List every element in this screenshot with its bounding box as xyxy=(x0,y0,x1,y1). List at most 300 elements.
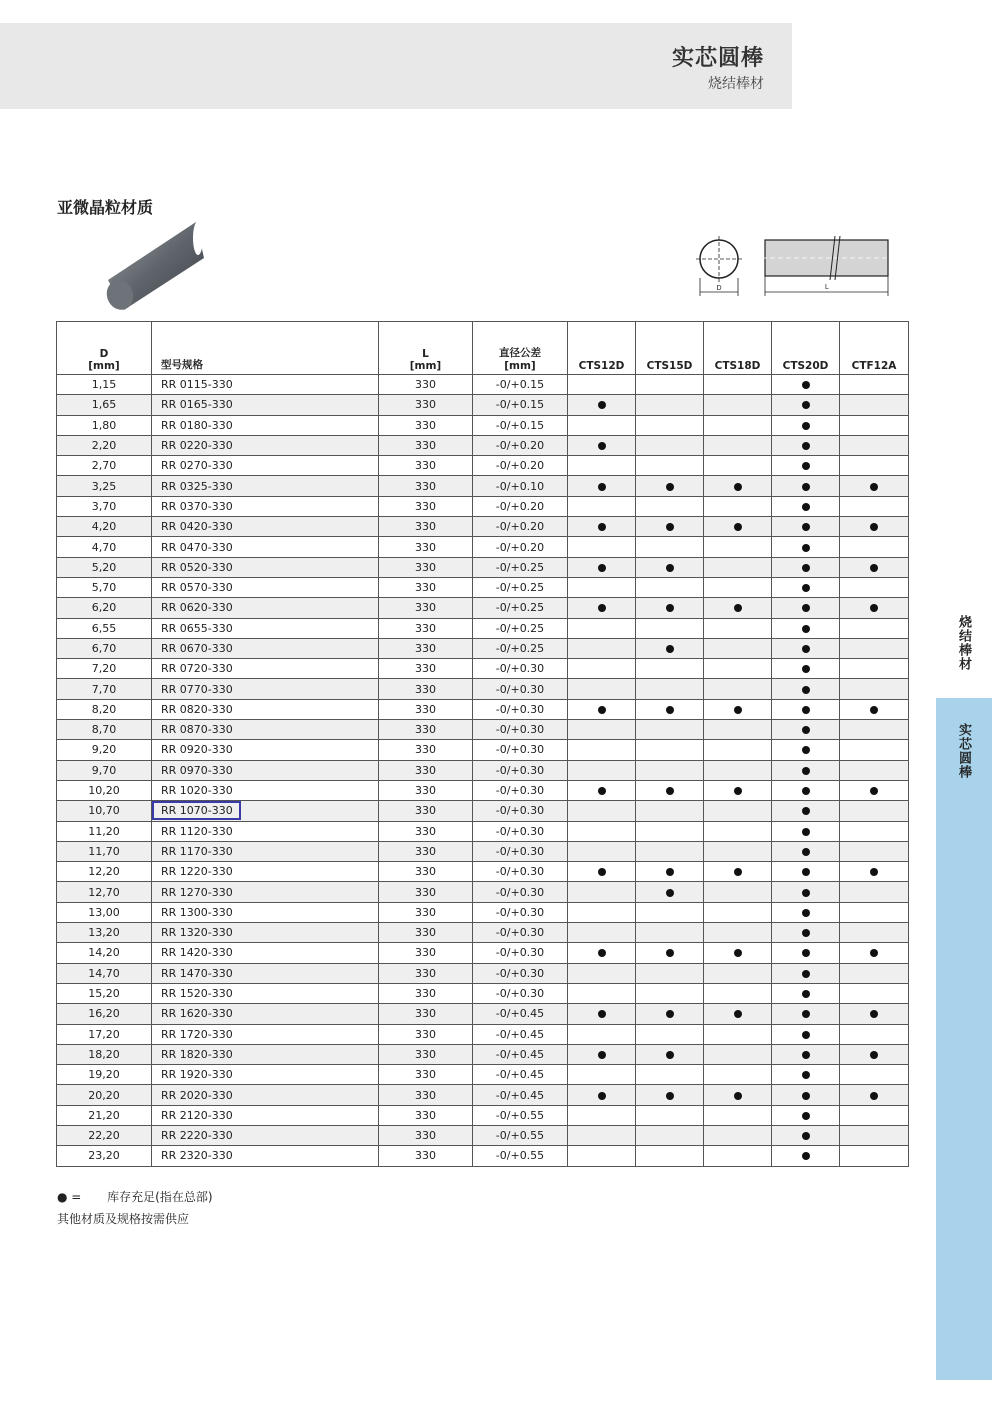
in-stock-dot-icon xyxy=(870,564,878,572)
cell-grade xyxy=(772,983,840,1003)
cell-tolerance: -0/+0.30 xyxy=(473,902,568,922)
cell-grade xyxy=(840,882,909,902)
cell-model: RR 1300-330 xyxy=(152,902,379,922)
cell-grade xyxy=(568,902,636,922)
cell-grade xyxy=(772,1065,840,1085)
table-row xyxy=(57,659,909,679)
cell-grade xyxy=(772,1004,840,1024)
cell-tolerance: -0/+0.30 xyxy=(473,801,568,821)
cell-grade xyxy=(704,963,772,983)
cell-tolerance: -0/+0.55 xyxy=(473,1105,568,1125)
in-stock-dot-icon xyxy=(802,686,810,694)
cell-grade xyxy=(636,943,704,963)
cell-tolerance: -0/+0.30 xyxy=(473,882,568,902)
cell-grade xyxy=(704,415,772,435)
cell-grade xyxy=(840,801,909,821)
in-stock-dot-icon xyxy=(598,1051,606,1059)
cell-length: 330 xyxy=(379,517,473,537)
table-row xyxy=(57,963,909,983)
table-row xyxy=(57,375,909,395)
cell-model: RR 0370-330 xyxy=(152,496,379,516)
in-stock-dot-icon xyxy=(802,807,810,815)
cell-grade xyxy=(772,862,840,882)
cell-grade xyxy=(568,699,636,719)
cell-grade xyxy=(840,720,909,740)
cell-grade xyxy=(704,983,772,1003)
highlighted-model[interactable]: RR 1070-330 xyxy=(152,801,241,820)
in-stock-dot-icon xyxy=(598,787,606,795)
cell-length: 330 xyxy=(379,638,473,658)
in-stock-dot-icon xyxy=(802,564,810,572)
side-tab-solid-rods[interactable] xyxy=(936,698,992,1380)
cell-grade xyxy=(772,923,840,943)
side-tab-lower-label: 实芯圆棒 xyxy=(956,723,971,779)
cell-grade xyxy=(568,923,636,943)
cell-tolerance: -0/+0.25 xyxy=(473,557,568,577)
in-stock-dot-icon xyxy=(802,1152,810,1160)
cell-grade xyxy=(568,638,636,658)
cell-model: RR 2220-330 xyxy=(152,1125,379,1145)
cell-diameter: 2,70 xyxy=(57,456,152,476)
cell-diameter: 15,20 xyxy=(57,983,152,1003)
cell-grade xyxy=(568,760,636,780)
in-stock-dot-icon xyxy=(802,767,810,775)
cell-grade xyxy=(636,496,704,516)
cell-length: 330 xyxy=(379,415,473,435)
in-stock-dot-icon xyxy=(870,868,878,876)
cell-grade xyxy=(636,821,704,841)
cell-length: 330 xyxy=(379,1146,473,1166)
cell-diameter: 18,20 xyxy=(57,1044,152,1064)
cell-grade xyxy=(840,943,909,963)
in-stock-dot-icon xyxy=(734,523,742,531)
cell-diameter: 22,20 xyxy=(57,1125,152,1145)
cell-tolerance: -0/+0.10 xyxy=(473,476,568,496)
cell-grade xyxy=(568,1105,636,1125)
cell-grade xyxy=(772,699,840,719)
cell-grade xyxy=(568,1125,636,1145)
in-stock-dot-icon xyxy=(802,625,810,633)
in-stock-dot-icon xyxy=(802,787,810,795)
in-stock-dot-icon xyxy=(870,523,878,531)
in-stock-dot-icon xyxy=(802,909,810,917)
cell-diameter: 6,55 xyxy=(57,618,152,638)
cell-diameter: 11,70 xyxy=(57,841,152,861)
cell-grade xyxy=(704,720,772,740)
in-stock-dot-icon xyxy=(598,483,606,491)
cell-tolerance: -0/+0.30 xyxy=(473,923,568,943)
cell-grade xyxy=(568,618,636,638)
cell-length: 330 xyxy=(379,963,473,983)
cell-tolerance: -0/+0.30 xyxy=(473,821,568,841)
cell-grade xyxy=(636,1024,704,1044)
cell-grade xyxy=(772,963,840,983)
cell-model: RR 1520-330 xyxy=(152,983,379,1003)
table-row xyxy=(57,1024,909,1044)
cell-grade xyxy=(772,375,840,395)
in-stock-dot-icon xyxy=(734,706,742,714)
cell-model: RR 0820-330 xyxy=(152,699,379,719)
cell-grade xyxy=(636,375,704,395)
in-stock-dot-icon xyxy=(802,1071,810,1079)
cell-grade xyxy=(772,557,840,577)
cell-grade xyxy=(636,1065,704,1085)
cell-diameter: 12,20 xyxy=(57,862,152,882)
cell-diameter: 6,70 xyxy=(57,638,152,658)
cell-grade xyxy=(840,1024,909,1044)
table-row xyxy=(57,801,909,821)
in-stock-dot-icon xyxy=(598,706,606,714)
cell-grade xyxy=(568,720,636,740)
cell-diameter: 6,20 xyxy=(57,598,152,618)
cell-tolerance: -0/+0.55 xyxy=(473,1146,568,1166)
cell-tolerance: -0/+0.20 xyxy=(473,496,568,516)
cell-tolerance: -0/+0.30 xyxy=(473,943,568,963)
page-title: 实芯圆棒 xyxy=(671,46,764,71)
in-stock-dot-icon xyxy=(870,1092,878,1100)
in-stock-dot-icon xyxy=(802,990,810,998)
cell-length: 330 xyxy=(379,1044,473,1064)
cell-grade xyxy=(704,1085,772,1105)
cell-diameter: 10,20 xyxy=(57,780,152,800)
table-row xyxy=(57,780,909,800)
in-stock-dot-icon xyxy=(802,503,810,511)
cell-grade xyxy=(704,740,772,760)
in-stock-dot-icon xyxy=(666,1092,674,1100)
in-stock-dot-icon xyxy=(802,523,810,531)
cell-length: 330 xyxy=(379,1024,473,1044)
cell-grade xyxy=(704,943,772,963)
cell-grade xyxy=(704,435,772,455)
cell-grade xyxy=(704,1065,772,1085)
cell-grade xyxy=(772,1044,840,1064)
cell-grade xyxy=(568,598,636,618)
cell-tolerance: -0/+0.15 xyxy=(473,395,568,415)
col-header-l: L [mm] xyxy=(379,322,473,375)
in-stock-dot-icon xyxy=(802,848,810,856)
cell-grade xyxy=(840,821,909,841)
cell-grade xyxy=(840,618,909,638)
cell-grade xyxy=(568,882,636,902)
cell-model: RR 0520-330 xyxy=(152,557,379,577)
cell-grade xyxy=(636,476,704,496)
cell-diameter: 21,20 xyxy=(57,1105,152,1125)
cell-grade xyxy=(704,598,772,618)
table-row xyxy=(57,740,909,760)
cell-tolerance: -0/+0.30 xyxy=(473,780,568,800)
cell-grade xyxy=(636,1044,704,1064)
cell-grade xyxy=(568,801,636,821)
col-header-model: 型号规格 xyxy=(152,322,379,375)
in-stock-dot-icon xyxy=(802,604,810,612)
legend-symbol: ● = xyxy=(57,1190,82,1204)
cell-grade xyxy=(636,902,704,922)
cell-grade xyxy=(704,679,772,699)
in-stock-dot-icon xyxy=(802,462,810,470)
legend-text: 库存充足(指在总部) xyxy=(107,1190,213,1204)
cell-grade xyxy=(568,1004,636,1024)
cell-model: RR 0325-330 xyxy=(152,476,379,496)
in-stock-dot-icon xyxy=(802,422,810,430)
in-stock-dot-icon xyxy=(666,868,674,876)
cell-grade xyxy=(840,638,909,658)
in-stock-dot-icon xyxy=(598,401,606,409)
cell-model: RR 0165-330 xyxy=(152,395,379,415)
cell-diameter: 19,20 xyxy=(57,1065,152,1085)
cell-grade xyxy=(840,517,909,537)
table-row xyxy=(57,1146,909,1166)
cell-length: 330 xyxy=(379,456,473,476)
legend-note: 其他材质及规格按需供应 xyxy=(57,1212,190,1226)
cell-grade xyxy=(840,1146,909,1166)
cell-tolerance: -0/+0.30 xyxy=(473,841,568,861)
cell-model: RR 0420-330 xyxy=(152,517,379,537)
cell-grade xyxy=(704,862,772,882)
section-title: 亚微晶粒材质 xyxy=(57,198,154,217)
cell-grade xyxy=(772,456,840,476)
cell-tolerance: -0/+0.30 xyxy=(473,983,568,1003)
cell-tolerance: -0/+0.45 xyxy=(473,1004,568,1024)
in-stock-dot-icon xyxy=(666,483,674,491)
cell-grade xyxy=(704,923,772,943)
in-stock-dot-icon xyxy=(734,1092,742,1100)
cell-grade xyxy=(704,557,772,577)
table-row xyxy=(57,1044,909,1064)
table-row xyxy=(57,517,909,537)
cell-grade xyxy=(636,638,704,658)
in-stock-dot-icon xyxy=(734,1010,742,1018)
in-stock-dot-icon xyxy=(802,1010,810,1018)
cell-grade xyxy=(636,841,704,861)
in-stock-dot-icon xyxy=(666,787,674,795)
cell-grade xyxy=(840,476,909,496)
cell-length: 330 xyxy=(379,801,473,821)
in-stock-dot-icon xyxy=(598,1010,606,1018)
cell-diameter: 7,70 xyxy=(57,679,152,699)
cell-tolerance: -0/+0.30 xyxy=(473,659,568,679)
cell-grade xyxy=(840,375,909,395)
cell-grade xyxy=(704,375,772,395)
cell-grade xyxy=(840,740,909,760)
cell-grade xyxy=(636,557,704,577)
cell-grade xyxy=(772,882,840,902)
cell-model: RR 1820-330 xyxy=(152,1044,379,1064)
header-band xyxy=(0,23,792,109)
cell-grade xyxy=(840,983,909,1003)
cell-model: RR 1720-330 xyxy=(152,1024,379,1044)
cell-grade xyxy=(772,1146,840,1166)
cell-grade xyxy=(704,659,772,679)
table-row xyxy=(57,1085,909,1105)
cell-grade xyxy=(636,699,704,719)
table-row xyxy=(57,435,909,455)
cell-tolerance: -0/+0.30 xyxy=(473,760,568,780)
in-stock-dot-icon xyxy=(802,970,810,978)
cell-model: RR 0620-330 xyxy=(152,598,379,618)
cell-length: 330 xyxy=(379,395,473,415)
cell-grade xyxy=(772,496,840,516)
table-row xyxy=(57,456,909,476)
cell-grade xyxy=(840,1004,909,1024)
cell-tolerance: -0/+0.25 xyxy=(473,618,568,638)
col-header-ctf12a: CTF12A xyxy=(840,322,909,375)
cell-tolerance: -0/+0.30 xyxy=(473,862,568,882)
cell-grade xyxy=(636,983,704,1003)
cell-grade xyxy=(840,1125,909,1145)
cell-length: 330 xyxy=(379,841,473,861)
table-row xyxy=(57,496,909,516)
cell-grade xyxy=(840,760,909,780)
cell-grade xyxy=(840,699,909,719)
cell-grade xyxy=(704,760,772,780)
cell-grade xyxy=(840,679,909,699)
in-stock-dot-icon xyxy=(870,604,878,612)
cell-model xyxy=(152,801,379,821)
cell-length: 330 xyxy=(379,618,473,638)
cell-grade xyxy=(636,456,704,476)
table-row xyxy=(57,537,909,557)
cell-model: RR 1220-330 xyxy=(152,862,379,882)
in-stock-dot-icon xyxy=(802,442,810,450)
cell-length: 330 xyxy=(379,375,473,395)
cell-grade xyxy=(840,963,909,983)
cell-grade xyxy=(772,801,840,821)
table-row xyxy=(57,1125,909,1145)
cell-grade xyxy=(704,1105,772,1125)
in-stock-dot-icon xyxy=(734,787,742,795)
in-stock-dot-icon xyxy=(802,929,810,937)
cell-grade xyxy=(704,1044,772,1064)
cell-model: RR 1120-330 xyxy=(152,821,379,841)
cell-diameter: 1,65 xyxy=(57,395,152,415)
cell-grade xyxy=(704,577,772,597)
cell-grade xyxy=(568,1024,636,1044)
table-row xyxy=(57,821,909,841)
cell-grade xyxy=(840,395,909,415)
cell-grade xyxy=(840,415,909,435)
cell-grade xyxy=(636,720,704,740)
in-stock-dot-icon xyxy=(802,665,810,673)
in-stock-dot-icon xyxy=(666,604,674,612)
table-row xyxy=(57,618,909,638)
in-stock-dot-icon xyxy=(802,1092,810,1100)
cell-diameter: 1,80 xyxy=(57,415,152,435)
cell-grade xyxy=(840,537,909,557)
cell-diameter: 23,20 xyxy=(57,1146,152,1166)
cell-diameter: 8,20 xyxy=(57,699,152,719)
cell-diameter: 1,15 xyxy=(57,375,152,395)
cell-grade xyxy=(840,780,909,800)
cell-model: RR 0870-330 xyxy=(152,720,379,740)
cell-model: RR 0570-330 xyxy=(152,577,379,597)
side-tab-sintered-rods[interactable] xyxy=(936,560,992,698)
cell-grade xyxy=(636,1004,704,1024)
in-stock-dot-icon xyxy=(802,828,810,836)
cell-grade xyxy=(704,456,772,476)
cell-model: RR 1620-330 xyxy=(152,1004,379,1024)
cell-grade xyxy=(568,862,636,882)
cell-tolerance: -0/+0.20 xyxy=(473,435,568,455)
table-row xyxy=(57,699,909,719)
cell-grade xyxy=(772,638,840,658)
cell-diameter: 3,25 xyxy=(57,476,152,496)
cell-grade xyxy=(568,1085,636,1105)
cell-tolerance: -0/+0.30 xyxy=(473,740,568,760)
cell-length: 330 xyxy=(379,923,473,943)
in-stock-dot-icon xyxy=(870,1010,878,1018)
in-stock-dot-icon xyxy=(802,544,810,552)
in-stock-dot-icon xyxy=(802,645,810,653)
cell-grade xyxy=(704,902,772,922)
cell-tolerance: -0/+0.30 xyxy=(473,699,568,719)
legend-stock xyxy=(57,1188,213,1205)
cell-length: 330 xyxy=(379,476,473,496)
cell-grade xyxy=(636,659,704,679)
cell-grade xyxy=(840,1044,909,1064)
cell-grade xyxy=(636,537,704,557)
cell-model: RR 1320-330 xyxy=(152,923,379,943)
cell-grade xyxy=(840,1065,909,1085)
cell-grade xyxy=(772,659,840,679)
cell-diameter: 10,70 xyxy=(57,801,152,821)
cell-length: 330 xyxy=(379,598,473,618)
cell-model: RR 1470-330 xyxy=(152,963,379,983)
cell-tolerance: -0/+0.15 xyxy=(473,375,568,395)
in-stock-dot-icon xyxy=(666,889,674,897)
cell-grade xyxy=(840,659,909,679)
cell-grade xyxy=(840,841,909,861)
cell-length: 330 xyxy=(379,659,473,679)
in-stock-dot-icon xyxy=(598,1092,606,1100)
table-row xyxy=(57,638,909,658)
cell-grade xyxy=(772,902,840,922)
cell-grade xyxy=(840,598,909,618)
cell-model: RR 0920-330 xyxy=(152,740,379,760)
in-stock-dot-icon xyxy=(802,868,810,876)
cell-grade xyxy=(636,598,704,618)
cell-tolerance: -0/+0.25 xyxy=(473,598,568,618)
in-stock-dot-icon xyxy=(870,787,878,795)
cell-grade xyxy=(636,862,704,882)
cell-model: RR 0970-330 xyxy=(152,760,379,780)
cell-grade xyxy=(568,780,636,800)
cell-grade xyxy=(704,496,772,516)
cell-diameter: 2,20 xyxy=(57,435,152,455)
cell-model: RR 1420-330 xyxy=(152,943,379,963)
cell-grade xyxy=(636,1125,704,1145)
in-stock-dot-icon xyxy=(734,483,742,491)
in-stock-dot-icon xyxy=(734,949,742,957)
cell-length: 330 xyxy=(379,943,473,963)
cell-grade xyxy=(568,963,636,983)
in-stock-dot-icon xyxy=(734,604,742,612)
cell-tolerance: -0/+0.30 xyxy=(473,720,568,740)
cell-grade xyxy=(568,740,636,760)
in-stock-dot-icon xyxy=(666,1010,674,1018)
cell-length: 330 xyxy=(379,882,473,902)
cell-grade xyxy=(840,1085,909,1105)
table-row xyxy=(57,476,909,496)
cell-diameter: 3,70 xyxy=(57,496,152,516)
cell-length: 330 xyxy=(379,862,473,882)
cell-model: RR 0655-330 xyxy=(152,618,379,638)
col-header-cts18d: CTS18D xyxy=(704,322,772,375)
cell-length: 330 xyxy=(379,557,473,577)
table-row xyxy=(57,679,909,699)
cell-grade xyxy=(772,537,840,557)
col-header-cts12d: CTS12D xyxy=(568,322,636,375)
cell-grade xyxy=(568,517,636,537)
